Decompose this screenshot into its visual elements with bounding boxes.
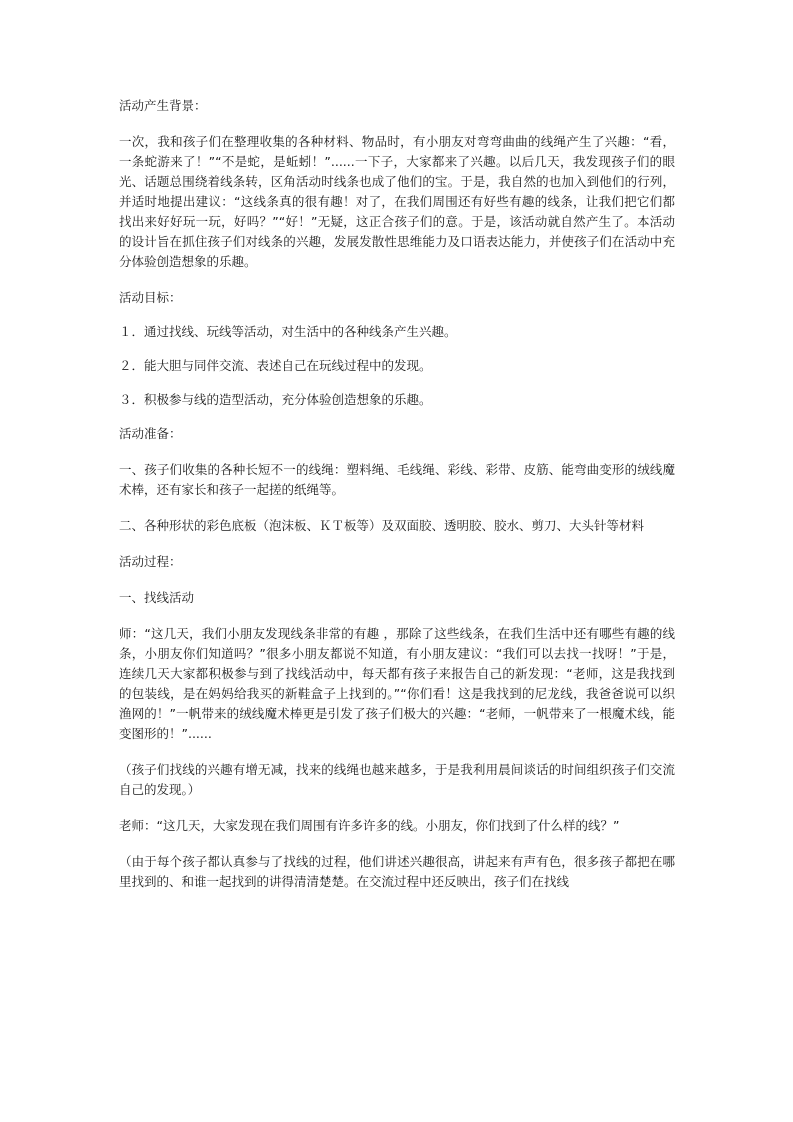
goals-heading: 活动目标： (119, 290, 182, 305)
process-paragraph-3: 老师：“这几天，大家发现在我们周围有许多许多的线。小朋友，你们找到了什么样的线？” (119, 818, 620, 833)
process-paragraph-4: （由于每个孩子都认真参与了找线的过程，他们讲述兴趣很高，讲起来有声有色，很多孩子都把在哪里找到的、和谁一起找到的讲得清清楚楚。在交流过程中还反映出，孩子们在找线 (119, 854, 675, 889)
goal-item-1: １．通过找线、玩线等活动，对生活中的各种线条产生兴趣。 (119, 324, 457, 339)
goal-item-2: ２．能大胆与同伴交流、表述自己在玩线过程中的发现。 (119, 358, 432, 373)
process-subheading-find-lines: 一、找线活动 (119, 590, 195, 605)
prep-item-1: 一、孩子们收集的各种长短不一的线绳：塑料绳、毛线绳、彩线、彩带、皮筋、能弯曲变形的绒线魔术棒，还有家长和孩子一起搓的纸绳等。 (119, 462, 675, 497)
prep-item-2: 二、各种形状的彩色底板（泡沫板、ＫＴ板等）及双面胶、透明胶、胶水、剪刀、大头针等材料 (119, 518, 645, 533)
background-heading: 活动产生背景： (119, 98, 207, 113)
prep-heading: 活动准备： (119, 426, 182, 441)
background-paragraph: 一次，我和孩子们在整理收集的各种材料、物品时，有小朋友对弯弯曲曲的线绳产生了兴趣：“看，一条蛇游来了！”“不是蛇，是蚯蚓！”......一下子，大家都来了兴趣。以后几天，我发现孩子们的眼光、话题总围绕着线条转，区角活动时线条也成了他们的宝。于是，我自然的也加入到他们的行列，并适时地提出建议：“这线条真的很有趣！对了，在我们周围还有好些有趣的线条，让我们把它们都找出来好好玩一玩，好吗？”“好！”无疑，这正合孩子们的意。于是，该活动就自然产生了。本活动的设计旨在抓住孩子们对线条的兴趣，发展发散性思维能力及口语表达能力，并使孩子们在活动中充分体验创造想象的乐趣。 (119, 134, 675, 269)
goal-item-3: ３．积极参与线的造型活动，充分体验创造想象的乐趣。 (119, 392, 432, 407)
process-paragraph-2: （孩子们找线的兴趣有增无减，找来的线绳也越来越多，于是我利用晨间谈话的时间组织孩子们交流自己的发现。） (119, 762, 675, 797)
document-page (119, 96, 675, 908)
process-heading: 活动过程： (119, 554, 182, 569)
process-paragraph-1: 师：“这几天，我们小朋友发现线条非常的有趣 ，那除了这些线条，在我们生活中还有哪些有趣的线条，小朋友你们知道吗？”很多小朋友都说不知道，有小朋友建议：“我们可以去找一找呀！”于是，连续几天大家都积极参与到了找线活动中，每天都有孩子来报告自己的新发现：“老师，这是我找到的包装线，是在妈妈给我买的新鞋盒子上找到的。”“你们看！这是我找到的尼龙线，我爸爸说可以织渔网的！”一帆带来的绒线魔术棒更是引发了孩子们极大的兴趣：“老师，一帆带来了一根魔术线，能变图形的！”...... (119, 626, 675, 741)
